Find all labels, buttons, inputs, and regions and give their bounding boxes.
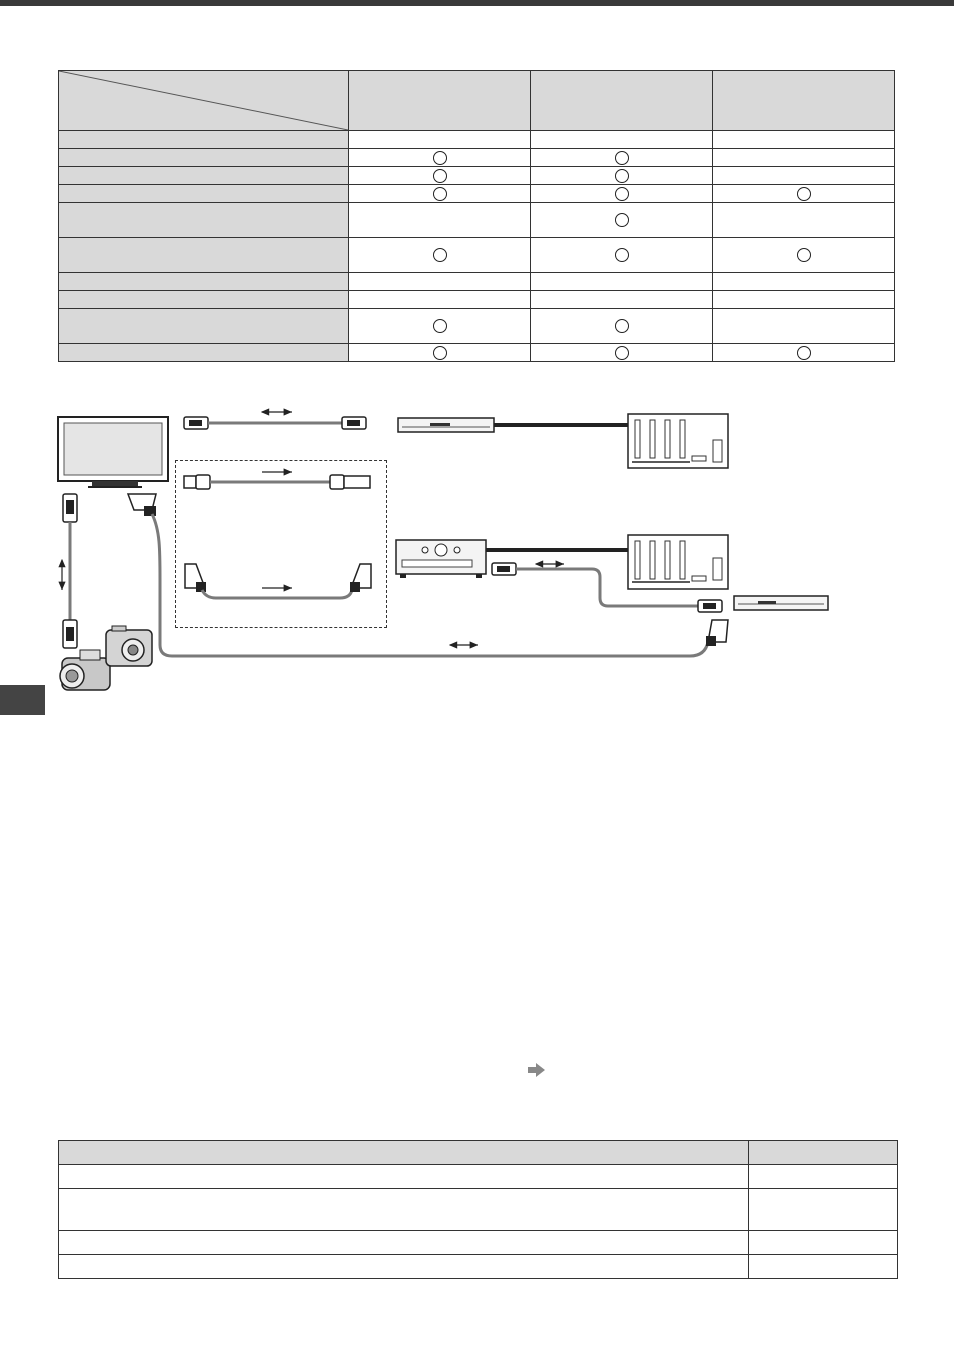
speaker-system-icon	[628, 414, 728, 468]
speaker-system-icon	[628, 535, 728, 589]
list-cell	[749, 1231, 898, 1255]
camcorder-icon	[60, 650, 110, 690]
scart-cable-box	[185, 564, 371, 598]
list-cell	[59, 1255, 749, 1279]
list-cell	[59, 1189, 749, 1231]
section-tab	[0, 685, 45, 715]
supported-circle-icon	[615, 248, 629, 262]
compat-row	[59, 167, 895, 185]
compat-row	[59, 149, 895, 167]
compat-cell	[349, 167, 531, 185]
scart-plug-icon	[350, 564, 371, 592]
arrow-right-icon	[527, 1062, 547, 1078]
compat-cell	[713, 185, 895, 203]
list-cell	[749, 1165, 898, 1189]
header-column-3	[713, 71, 895, 131]
list-cell	[749, 1189, 898, 1231]
compat-row-label	[59, 131, 349, 149]
compat-cell	[531, 167, 713, 185]
compat-cell	[349, 185, 531, 203]
compat-row-label	[59, 203, 349, 238]
compat-cell	[349, 291, 531, 309]
compatibility-table	[58, 70, 895, 362]
optical-cable	[184, 472, 370, 489]
compat-cell	[713, 273, 895, 291]
list-header-row	[59, 1141, 898, 1165]
hdmi-plug-icon	[492, 563, 516, 575]
compat-cell	[713, 344, 895, 362]
supported-circle-icon	[797, 346, 811, 360]
header-column-2	[531, 71, 713, 131]
compat-row	[59, 309, 895, 344]
hdmi-plug-icon	[698, 600, 722, 612]
table-body	[59, 131, 895, 362]
compat-cell	[713, 131, 895, 149]
compat-cell	[349, 203, 531, 238]
compat-cell	[713, 149, 895, 167]
compat-cell	[349, 273, 531, 291]
compat-cell	[349, 344, 531, 362]
digital-camera-icon	[106, 626, 152, 666]
header-diagonal	[59, 71, 348, 130]
compat-row-label	[59, 344, 349, 362]
compat-cell	[713, 309, 895, 344]
compat-row	[59, 344, 895, 362]
compat-cell	[531, 238, 713, 273]
supported-circle-icon	[615, 187, 629, 201]
hdmi-plug-icon	[184, 417, 208, 429]
compat-cell	[531, 131, 713, 149]
top-rule	[0, 0, 954, 6]
optical-plug-icon	[330, 475, 370, 489]
compat-row-label	[59, 291, 349, 309]
hdmi-plug-icon	[342, 417, 366, 429]
compat-cell	[349, 238, 531, 273]
list-header-cell	[749, 1141, 898, 1165]
blu-ray-player-icon	[398, 418, 494, 432]
compat-cell	[349, 149, 531, 167]
compat-cell	[713, 291, 895, 309]
supported-circle-icon	[433, 346, 447, 360]
list-cell	[59, 1231, 749, 1255]
supported-circle-icon	[615, 151, 629, 165]
compat-row-label	[59, 309, 349, 344]
hdmi-cable-vertical	[62, 494, 77, 648]
compat-row-label	[59, 238, 349, 273]
list-row	[59, 1165, 898, 1189]
compat-cell	[713, 167, 895, 185]
compat-row	[59, 131, 895, 149]
supported-circle-icon	[797, 248, 811, 262]
supported-circle-icon	[615, 169, 629, 183]
compat-cell	[349, 131, 531, 149]
compat-row	[59, 291, 895, 309]
compat-row	[59, 185, 895, 203]
compat-row-label	[59, 185, 349, 203]
compat-cell	[713, 238, 895, 273]
tv-icon	[58, 417, 168, 487]
compat-row-label	[59, 167, 349, 185]
compat-cell	[713, 203, 895, 238]
supported-circle-icon	[433, 187, 447, 201]
hdmi-cable-top	[184, 412, 366, 429]
table-header-row	[59, 71, 895, 131]
supported-circle-icon	[433, 169, 447, 183]
scart-plug-icon	[128, 494, 156, 516]
av-amplifier-icon	[396, 540, 486, 578]
optical-plug-icon	[184, 475, 210, 489]
compat-row-label	[59, 149, 349, 167]
compat-row	[59, 273, 895, 291]
supported-circle-icon	[433, 319, 447, 333]
list-header-cell	[59, 1141, 749, 1165]
compat-cell	[531, 291, 713, 309]
diagram-drawing	[0, 380, 954, 720]
compat-cell	[531, 149, 713, 167]
compat-cell	[531, 309, 713, 344]
compat-row-label	[59, 273, 349, 291]
compat-cell	[349, 309, 531, 344]
hdmi-plug-icon	[63, 620, 77, 648]
compat-cell	[531, 203, 713, 238]
header-column-1	[349, 71, 531, 131]
header-corner-cell	[59, 71, 349, 131]
scart-plug-icon	[706, 620, 728, 646]
connection-diagram	[0, 380, 954, 720]
supported-circle-icon	[615, 346, 629, 360]
dvd-recorder-icon	[734, 596, 828, 610]
supported-circle-icon	[433, 151, 447, 165]
compat-row	[59, 203, 895, 238]
list-table	[58, 1140, 898, 1279]
list-row	[59, 1231, 898, 1255]
list-cell	[749, 1255, 898, 1279]
supported-circle-icon	[615, 319, 629, 333]
supported-circle-icon	[615, 213, 629, 227]
compat-cell	[531, 344, 713, 362]
hdmi-plug-icon	[63, 494, 77, 522]
list-cell	[59, 1165, 749, 1189]
supported-circle-icon	[433, 248, 447, 262]
list-row	[59, 1255, 898, 1279]
compat-cell	[531, 185, 713, 203]
compat-cell	[531, 273, 713, 291]
supported-circle-icon	[797, 187, 811, 201]
compat-row	[59, 238, 895, 273]
scart-plug-icon	[185, 564, 206, 592]
list-row	[59, 1189, 898, 1231]
